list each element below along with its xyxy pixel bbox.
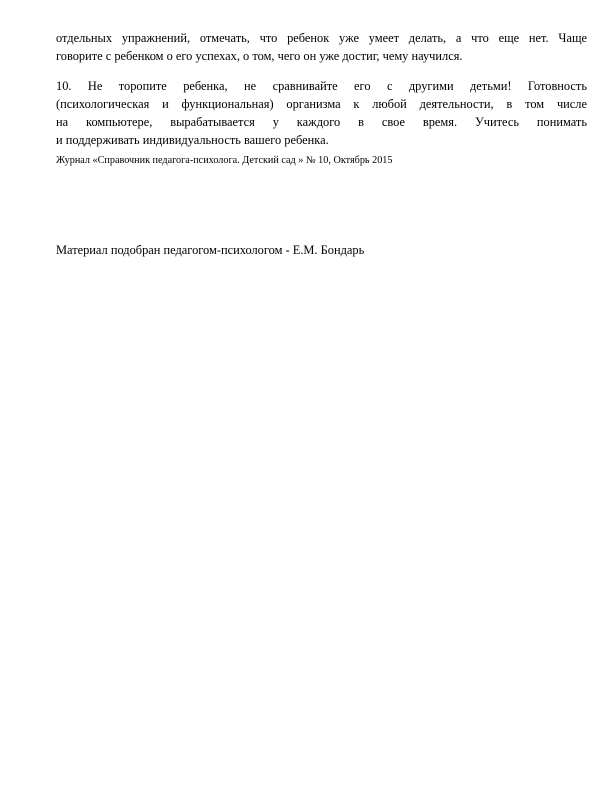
paragraph-advice-continuation	[56, 29, 587, 65]
paragraph-advice-10	[56, 77, 587, 149]
source-citation: Журнал «Справочник педагога-психолога. Детский сад » № 10, Октябрь 2015	[56, 155, 393, 166]
text-line: на компьютере, вырабатывается у каждого в свое время. Учитесь понимать	[56, 115, 587, 129]
text-line: говорите с ребенком о его успехах, о том, чего он уже достиг, чему научился.	[56, 49, 463, 63]
text-line: 10. Не торопите ребенка, не сравнивайте его с другими детьми! Готовность	[56, 79, 587, 93]
text-line: (психологическая и функциональная) организма к любой деятельности, в том числе	[56, 97, 587, 111]
text-line: и поддерживать индивидуальность вашего ребенка.	[56, 133, 329, 147]
author-credit: Материал подобран педагогом-психологом - Е.М. Бондарь	[56, 243, 365, 257]
text-line: отдельных упражнений, отмечать, что ребенок уже умеет делать, а что еще нет. Чаще	[56, 31, 587, 45]
